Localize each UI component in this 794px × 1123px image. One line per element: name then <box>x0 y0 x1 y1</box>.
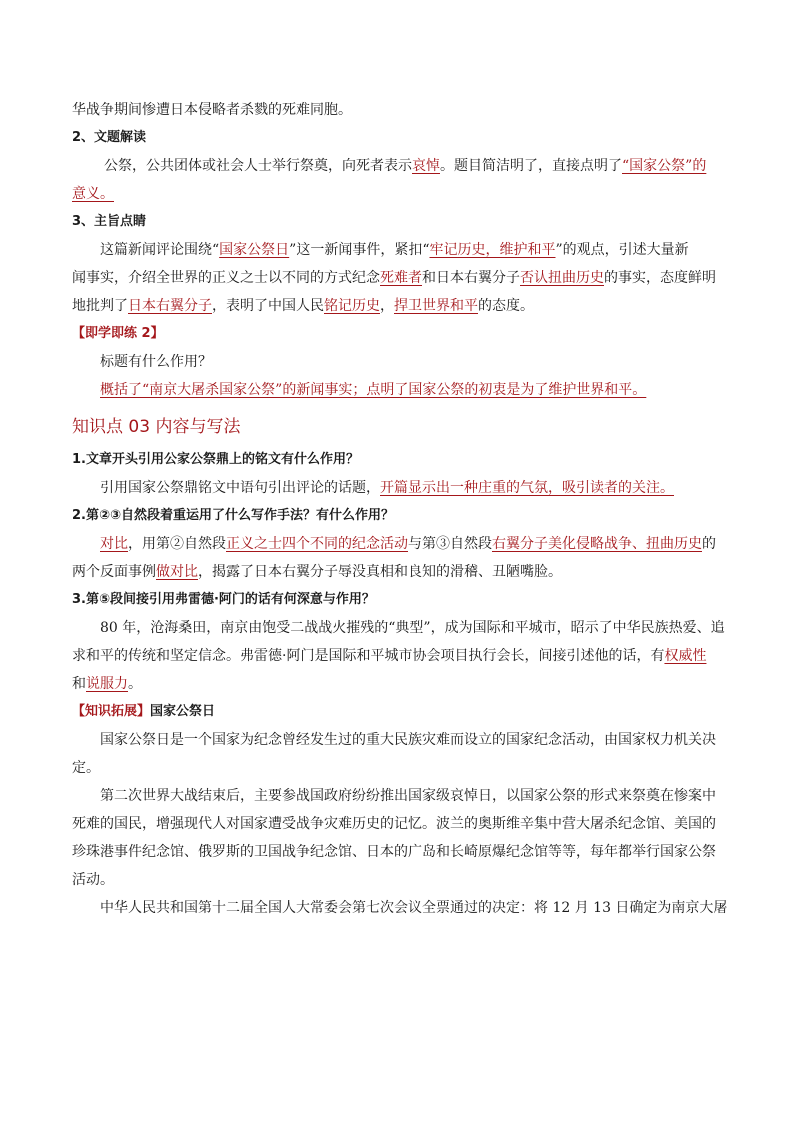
document-page <box>72 96 728 922</box>
knowledge-point-heading: 知识点 03 内容与写法 <box>72 417 241 437</box>
text: ”的观点，引述大量新 <box>555 242 689 258</box>
text: ，揭露了日本右翼分子辱没真相和良知的滑稽、丑陋嘴脸。 <box>198 564 562 580</box>
underlined-answer: 开篇显示出一种庄重的气氛，吸引读者的关注。 <box>380 480 674 496</box>
answer-line <box>72 558 724 586</box>
section-title-main-idea: 3、主旨点睛 <box>72 214 147 229</box>
underlined-answer: 右翼分子美化侵略战争、扭曲历史 <box>492 536 702 552</box>
text: 这篇新闻评论围绕“ <box>100 242 220 258</box>
text: ，表明了中国人民 <box>212 298 324 314</box>
text: 两个反面事例 <box>72 564 156 580</box>
paragraph-line: 中华人民共和国第十二届全国人大常委会第七次会议全票通过的决定：将 12 月 13 日确定为南京大屠 <box>100 900 728 916</box>
answer-line: 80 年，沧海桑田，南京由饱受二战战火摧残的“典型”，成为国际和平城市，昭示了中华民族热爱、追 <box>100 620 725 636</box>
section-title-theme: 2、文题解读 <box>72 130 147 145</box>
text: ， <box>380 298 394 314</box>
text: ，用第②自然段 <box>128 536 226 552</box>
underlined-answer: 死难者 <box>380 270 422 286</box>
underlined-answer: 牢记历史，维护和平 <box>429 242 556 258</box>
underlined-answer: 哀悼 <box>412 158 440 174</box>
underlined-answer: 否认扭曲历史 <box>520 270 604 286</box>
paragraph-line <box>72 292 724 320</box>
underlined-answer: 意义。 <box>72 186 114 202</box>
text: 引用国家公祭鼎铭文中语句引出评论的话题， <box>100 480 380 496</box>
answer-line <box>72 670 724 698</box>
answer-line <box>72 530 724 558</box>
underlined-answer: 国家公祭日 <box>219 242 290 258</box>
underlined-answer: 做对比 <box>156 564 198 580</box>
underlined-answer: 铭记历史 <box>324 298 380 314</box>
text: 的 <box>702 536 716 552</box>
extension-title-text: 国家公祭日 <box>150 704 216 719</box>
underlined-answer: 日本右翼分子 <box>128 298 212 314</box>
text: 地批判了 <box>72 298 128 314</box>
text: ”这一新闻事件，紧扣“ <box>289 242 430 258</box>
paragraph-line: 活动。 <box>72 872 114 888</box>
paragraph-line: 死难的国民，增强现代人对国家遭受战争灾难历史的记忆。波兰的奥斯维辛集中营大屠杀纪念馆、美国的 <box>72 816 716 832</box>
text: 闻事实，介绍全世界的正义之士以不同的方式纪念 <box>72 270 380 286</box>
practice-answer <box>72 376 724 404</box>
underlined-answer: “国家公祭”的 <box>622 158 707 174</box>
paragraph-line: 国家公祭日是一个国家为纪念曾经发生过的重大民族灾难而设立的国家纪念活动，由国家权力机关决 <box>100 732 716 748</box>
text: 的事实，态度鲜明 <box>604 270 716 286</box>
text: 求和平的传统和坚定信念。弗雷德·阿门是国际和平城市协会项目执行会长，间接引述他的话，有 <box>72 648 665 664</box>
underlined-answer: 捍卫世界和平 <box>394 298 478 314</box>
paragraph-line: 定。 <box>72 760 100 776</box>
paragraph-line <box>72 180 724 208</box>
underlined-answer: 说服力 <box>86 676 128 692</box>
text: 。 <box>128 676 142 692</box>
underlined-answer: 对比 <box>100 536 128 552</box>
underlined-answer: 概括了“南京大屠杀国家公祭”的新闻事实；点明了国家公祭的初衷是为了维护世界和平。 <box>100 382 647 398</box>
practice-title: 【即学即练 2】 <box>72 326 164 341</box>
text: 和日本右翼分子 <box>422 270 520 286</box>
extension-tag: 【知识拓展】 <box>72 704 151 719</box>
answer-line <box>72 474 724 502</box>
question-title: 3.第⑤段间接引用弗雷德·阿门的话有何深意与作用？ <box>72 592 375 607</box>
paragraph-line: 华战争期间惨遭日本侵略者杀戮的死难同胞。 <box>72 102 352 118</box>
paragraph-line: 第二次世界大战结束后，主要参战国政府纷纷推出国家级哀悼日，以国家公祭的形式来祭奠在惨案中 <box>100 788 716 804</box>
paragraph-line <box>72 236 724 264</box>
text: 与第③自然段 <box>408 536 492 552</box>
text: 。题目简洁明了，直接点明了 <box>440 158 622 174</box>
text: 和 <box>72 676 86 692</box>
question-title: 1.文章开头引用公家公祭鼎上的铭文有什么作用？ <box>72 452 359 467</box>
paragraph-line: 珍珠港事件纪念馆、俄罗斯的卫国战争纪念馆、日本的广岛和长崎原爆纪念馆等等，每年都举行国家公祭 <box>72 844 716 860</box>
underlined-answer: 正义之士四个不同的纪念活动 <box>226 536 408 552</box>
text: 的态度。 <box>478 298 534 314</box>
answer-line <box>72 642 724 670</box>
practice-question: 标题有什么作用？ <box>100 354 212 370</box>
paragraph-line <box>72 264 724 292</box>
underlined-answer: 权威性 <box>664 648 707 664</box>
paragraph-line <box>72 152 724 180</box>
extension-title <box>72 698 724 726</box>
text: 公祭，公共团体或社会人士举行祭奠，向死者表示 <box>104 158 412 174</box>
question-title: 2.第②③自然段着重运用了什么写作手法？有什么作用？ <box>72 508 394 523</box>
